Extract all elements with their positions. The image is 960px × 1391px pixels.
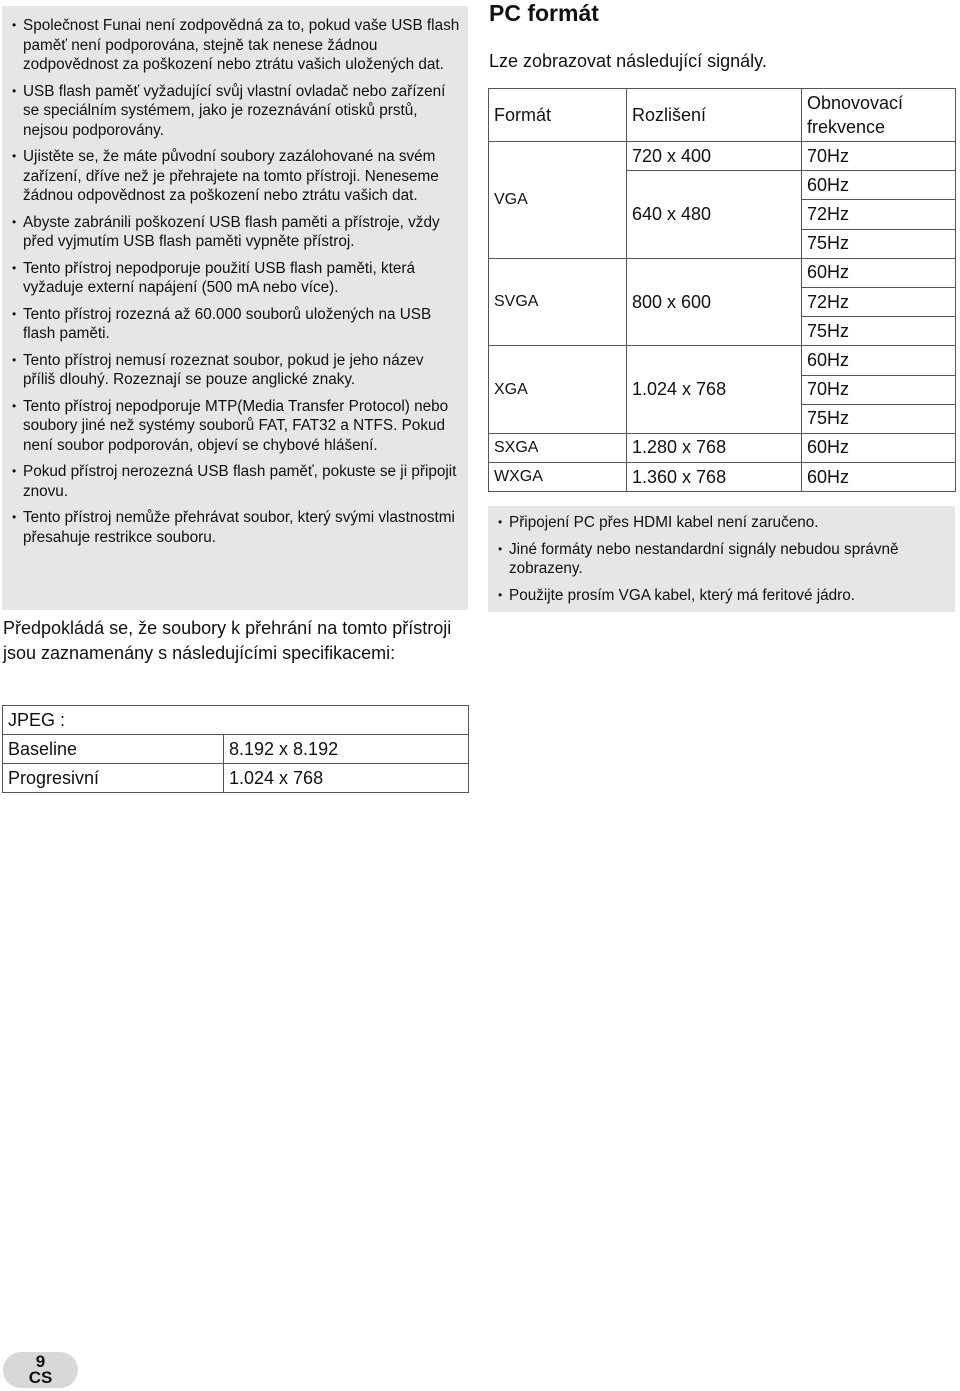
format-cell: XGA [489, 346, 627, 434]
page-language: CS [28, 1368, 53, 1387]
refresh-cell: 60Hz [802, 433, 956, 462]
resolution-cell: 640 x 480 [627, 171, 802, 259]
list-item: • Tento přístroj nemůže přehrávat soubor, který svými vlastnostmi přesahuje restrikce souboru. [12, 508, 460, 547]
list-item: • Připojení PC přes HDMI kabel není zaručeno. [498, 513, 947, 533]
jpeg-value: 8.192 x 8.192 [224, 735, 469, 764]
format-cell: VGA [489, 142, 627, 259]
specifications-intro: Předpokládá se, že soubory k přehrání na tomto přístroji jsou zaznamenány s následujícími specifikacemi: [3, 618, 452, 663]
header-refresh: Obnovovací frekvence [802, 89, 956, 142]
refresh-cell: 70Hz [802, 142, 956, 171]
table-row [489, 346, 956, 375]
header-resolution: Rozlišení [627, 89, 802, 142]
table-row [489, 258, 956, 287]
list-item: • USB flash paměť vyžadující svůj vlastní ovladač nebo zařízení se speciálním systémem, jako je rozeznávání otisků prstů, nejsou podporovány. [12, 82, 460, 141]
format-cell: WXGA [489, 463, 627, 492]
header-format: Formát [489, 89, 627, 142]
pc-format-title: PC formát [489, 0, 599, 26]
table-row [3, 764, 469, 793]
resolution-cell: 800 x 600 [627, 258, 802, 346]
list-item: • Tento přístroj nepodporuje MTP(Media Transfer Protocol) nebo soubory jiné než systémy souborů FAT, FAT32 a NTFS. Pokud není soubor podporován, objeví se chybové hlášení. [12, 397, 460, 456]
pc-format-subtitle: Lze zobrazovat následující signály. [489, 51, 767, 71]
resolution-cell: 1.360 x 768 [627, 463, 802, 492]
list-item: • Tento přístroj nepodporuje použití USB flash paměti, která vyžaduje externí napájení (500 mA nebo více). [12, 259, 460, 298]
refresh-cell: 60Hz [802, 171, 956, 200]
refresh-cell: 60Hz [802, 463, 956, 492]
refresh-cell: 70Hz [802, 375, 956, 404]
refresh-cell: 72Hz [802, 287, 956, 316]
table-row [3, 735, 469, 764]
refresh-cell: 75Hz [802, 317, 956, 346]
jpeg-header: JPEG : [3, 706, 469, 735]
resolution-cell: 1.024 x 768 [627, 346, 802, 434]
right-notes-list [498, 513, 947, 605]
right-notes-box [488, 506, 955, 612]
refresh-cell: 75Hz [802, 404, 956, 433]
jpeg-value: 1.024 x 768 [224, 764, 469, 793]
pc-format-table [488, 88, 956, 492]
list-item: • Tento přístroj nemusí rozeznat soubor, pokud je jeho název příliš dlouhý. Rozeznají se pouze anglické znaky. [12, 351, 460, 390]
format-cell: SXGA [489, 433, 627, 462]
table-row [489, 463, 956, 492]
jpeg-label: Baseline [3, 735, 224, 764]
list-item: • Pokud přístroj nerozezná USB flash paměť, pokuste se ji připojit znovu. [12, 462, 460, 501]
list-item: • Abyste zabránili poškození USB flash paměti a přístroje, vždy před vyjmutím USB flash paměti vypněte přístroj. [12, 213, 460, 252]
resolution-cell: 1.280 x 768 [627, 433, 802, 462]
table-row [489, 142, 956, 171]
jpeg-spec-table [2, 705, 469, 793]
refresh-cell: 72Hz [802, 200, 956, 229]
list-item: • Ujistěte se, že máte původní soubory zazálohované na svém zařízení, dříve než je přehrajete na tomto přístroji. Neneseme žádnou odpovědnost za poškození nebo ztrátu vašich dat. [12, 147, 460, 206]
left-notes-list [12, 16, 460, 547]
jpeg-label: Progresivní [3, 764, 224, 793]
refresh-cell: 60Hz [802, 258, 956, 287]
list-item: • Tento přístroj rozezná až 60.000 souborů uložených na USB flash paměti. [12, 305, 460, 344]
page-number: 9 [35, 1352, 46, 1371]
page-number-badge [3, 1352, 78, 1388]
list-item: • Jiné formáty nebo nestandardní signály nebudou správně zobrazeny. [498, 540, 947, 579]
table-row [489, 433, 956, 462]
list-item: • Společnost Funai není zodpovědná za to, pokud vaše USB flash paměť není podporována, stejně tak nenese žádnou zodpovědnost za poškození nebo ztrátu vašich uložených dat. [12, 16, 460, 75]
table-row [3, 706, 469, 735]
left-notes-box [2, 6, 468, 610]
list-item: • Použijte prosím VGA kabel, který má feritové jádro. [498, 586, 947, 606]
table-header-row [489, 89, 956, 142]
format-cell: SVGA [489, 258, 627, 346]
refresh-cell: 60Hz [802, 346, 956, 375]
resolution-cell: 720 x 400 [627, 142, 802, 171]
refresh-cell: 75Hz [802, 229, 956, 258]
